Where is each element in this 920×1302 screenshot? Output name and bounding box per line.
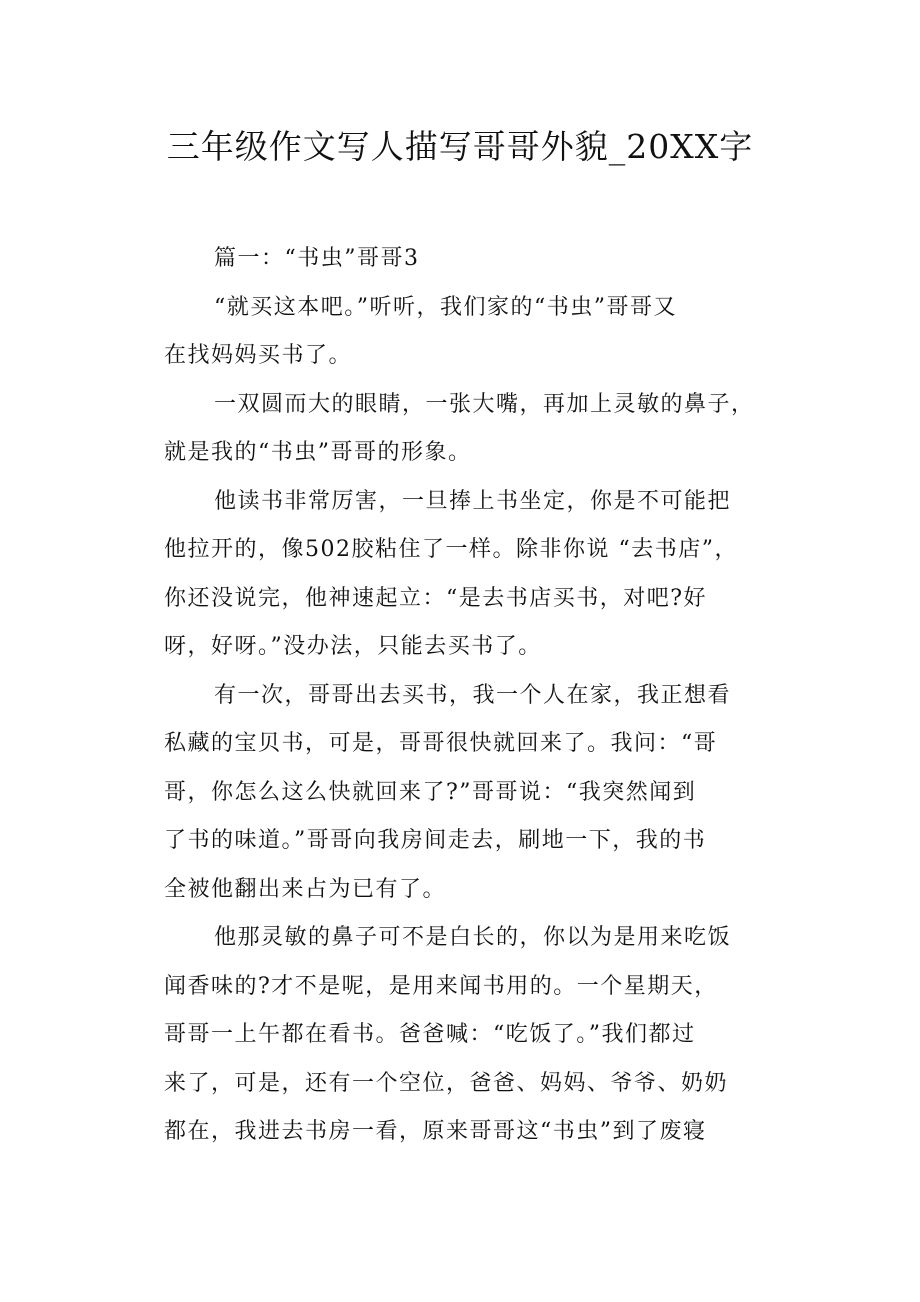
text-line: 私藏的宝贝书，可是，哥哥很快就回来了。我问：“哥 [164,731,718,756]
text-line: 他那灵敏的鼻子可不是白长的，你以为是用来吃饭 [214,925,732,950]
text-line: 有一次，哥哥出去买书，我一个人在家，我正想看 [214,682,732,708]
text-line: 全被他翻出来占为已有了。 [164,876,447,902]
text-line: 哥，你怎么这么快就回来了?”哥哥说：“我突然闻到 [164,779,697,805]
text-line: 就是我的“书虫”哥哥的形象。 [164,440,472,465]
text-line: 来了，可是，还有一个空位，爸爸、妈妈、爷爷、奶奶 [164,1070,729,1096]
text-line: 一双圆而大的眼睛，一张大嘴，再加上灵敏的鼻子， [214,391,755,417]
document-title: 三年级作文写人描写哥哥外貌_20XX字 [166,127,754,166]
text-line: “就买这本吧。”听听，我们家的“书虫”哥哥又 [214,294,677,320]
essay-body [164,235,764,1157]
text-line: 他读书非常厉害，一旦捧上书坐定，你是不可能把 [214,488,732,514]
text-line: 呀，好呀。”没办法，只能去买书了。 [164,634,542,659]
text-line: 篇一：“书虫”哥哥3 [214,246,420,271]
text-line: 了书的味道。”哥哥向我房间走去，刷地一下，我的书 [164,828,707,853]
text-line: 闻香味的?才不是呢，是用来闻书用的。一个星期天， [164,973,718,999]
text-line: 在找妈妈买书了。 [164,343,353,368]
text-line: 都在，我进去书房一看，原来哥哥这“书虫”到了废寝 [164,1119,707,1144]
text-line: 哥哥一上午都在看书。爸爸喊：“吃饭了。”我们都过 [164,1022,696,1047]
text-line: 你还没说完，他神速起立：“是去书店买书，对吧?好 [164,585,708,611]
text-line: 他拉开的，像502胶粘住了一样。除非你说 “去书店”， [164,537,738,562]
